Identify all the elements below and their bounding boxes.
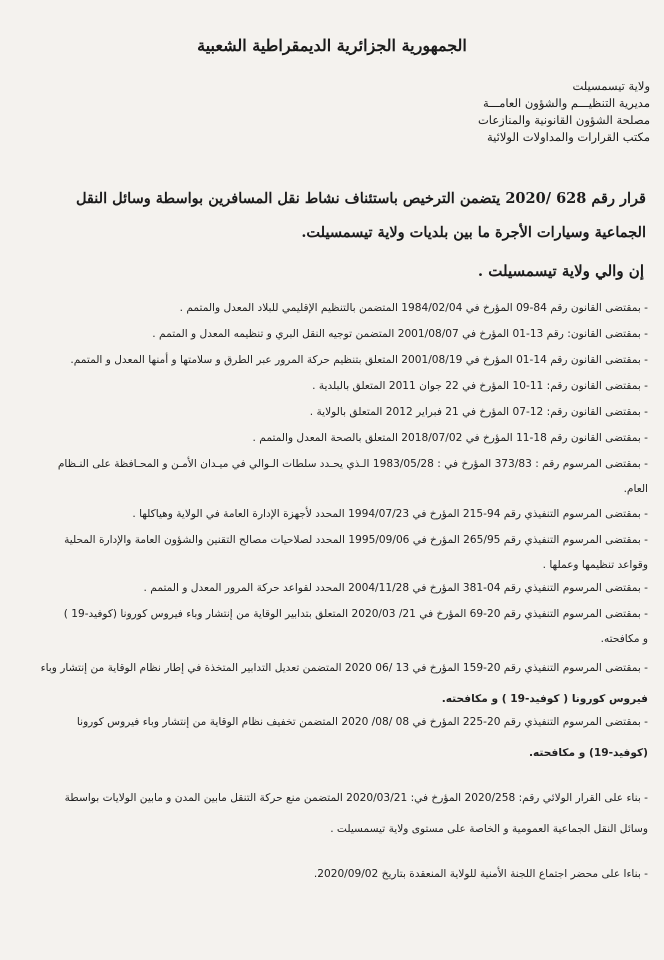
clause-line: - بمقتضى المرسوم رقم : 373/83 المؤرخ في : 1983/05/28 الـذي يحـدد سلطات الـوالي في ميـدان الأمـن و المحـافظة على النـظام <box>57 458 648 470</box>
clause-item <box>16 452 648 502</box>
republic-header: الجمهورية الجزائرية الديمقراطية الشعبية <box>197 36 467 55</box>
decision-title-line: قرار رقم 628 /2020 يتضمن الترخيص باستئناف نشاط نقل المسافرين بواسطة وسائل النقل <box>75 190 646 207</box>
clause-item <box>16 322 648 347</box>
clause-item <box>16 576 648 601</box>
clause-line: - بمقتضى المرسوم التنفيذي رقم 04-381 المؤرخ في 2004/11/28 المحدد لقواعد حركة المرور المعدل و المتمم . <box>143 582 648 594</box>
decision-title-line: الجماعية وسيارات الأجرة ما بين بلديات ولاية تيسمسيلت. <box>301 224 646 241</box>
clause-line: فيروس كورونا ( كوفيد-19 ) و مكافحته. <box>441 693 648 705</box>
clause-line: - بمقتضى القانون: رقم 13-01 المؤرخ في 2001/08/07 المتضمن توجيه النقل البري و تنظيمه المعدل و المتمم . <box>152 328 648 340</box>
clause-line: العام. <box>623 483 648 495</box>
service-line: مصلحة الشؤون القانونية والمنازعات <box>477 113 650 127</box>
clause-line: - بمقتضى المرسوم التنفيذي رقم 94-215 المؤرخ في 1994/07/23 المحدد لأجهزة الإدارة العامة في الولاية وهياكلها . <box>132 508 648 520</box>
clause-line: و مكافحته. <box>600 633 648 645</box>
clause-item <box>16 348 648 373</box>
clause-line: - بمقتضى المرسوم التنفيذي رقم 20-225 المؤرخ في 08 /08/ 2020 المتضمن تخفيف نظام الوقاية من إنتشار وباء فيروس كورونا <box>76 716 648 728</box>
clause-item <box>16 296 648 321</box>
decision-title <box>18 182 646 250</box>
clause-line: - بمقتضى القانون رقم 18-11 المؤرخ في 2018/07/02 المتعلق بالصحة المعدل والمتمم . <box>252 432 648 444</box>
wilaya-line: ولاية تيسمسيلت <box>572 79 650 93</box>
office-line: مكتب القرارات والمداولات الولائية <box>487 130 650 144</box>
clause-line: - بمقتضى القانون رقم 14-01 المؤرخ في 2001/08/19 المتعلق بتنظيم حركة المرور عبر الطرق و سلامتها و أمنها المعدل و المتمم. <box>70 354 648 366</box>
clause-line: (كوفيد-19) و مكافحته. <box>528 747 648 759</box>
clause-line: - بمقتضى المرسوم التنفيذي رقم 20-69 المؤرخ في 21/ 2020/03 المتعلق بتدابير الوقاية من إنتشار وباء فيروس كورونا (كوفيد-19 ) <box>63 608 648 620</box>
clause-line: - بمقتضى القانون رقم 84-09 المؤرخ في 1984/02/04 المتضمن بالتنظيم الإقليمي للبلاد المعدل والمتمم . <box>179 302 648 314</box>
clause-line: - بمقتضى القانون رقم: 12-07 المؤرخ في 21 فبراير 2012 المتعلق بالولاية . <box>309 406 648 418</box>
issuer-line: إن والي ولاية تيسمسيلت . <box>477 262 644 280</box>
clause-line: وسائل النقل الجماعية العمومية و الخاصة على مستوى ولاية تيسمسيلت . <box>330 823 648 835</box>
clause-line: وقواعد تنظيمها وعملها . <box>542 559 648 571</box>
clause-item <box>16 400 648 425</box>
clause-line: - بمقتضى المرسوم التنفيذي رقم 20-159 المؤرخ في 13 /06 2020 المتضمن تعديل التدابير المتخذة في إطار نظام الوقاية من إنتشار وباء <box>40 662 648 674</box>
clause-item <box>16 374 648 399</box>
clause-item <box>16 528 648 578</box>
clause-item <box>16 602 648 652</box>
administration-block <box>410 78 650 146</box>
clause-item <box>16 502 648 527</box>
clause-item <box>16 786 648 842</box>
clause-line: - بناء على القرار الولائي رقم: 2020/258 المؤرخ في: 2020/03/21 المتضمن منع حركة التنقل مابين المدن و مابين الولايات بواسطة <box>64 792 648 804</box>
clause-item <box>16 656 648 712</box>
clause-item <box>16 426 648 451</box>
clause-line: - بمقتضى المرسوم التنفيذي رقم 265/95 المؤرخ في 1995/09/06 المحدد لصلاحيات مصالح التقنين والشؤون العامة والإدارة المحلية <box>64 534 648 546</box>
directorate-line: مديرية التنظيـــم والشؤون العامـــة <box>482 96 650 110</box>
clause-line: - بناءا على محضر اجتماع اللجنة الأمنية للولاية المنعقدة بتاريخ 2020/09/02. <box>313 868 648 880</box>
clause-item <box>16 710 648 766</box>
clause-item <box>16 862 648 887</box>
clause-line: - بمقتضى القانون رقم: 11-10 المؤرخ في 22 جوان 2011 المتعلق بالبلدية . <box>312 380 648 392</box>
